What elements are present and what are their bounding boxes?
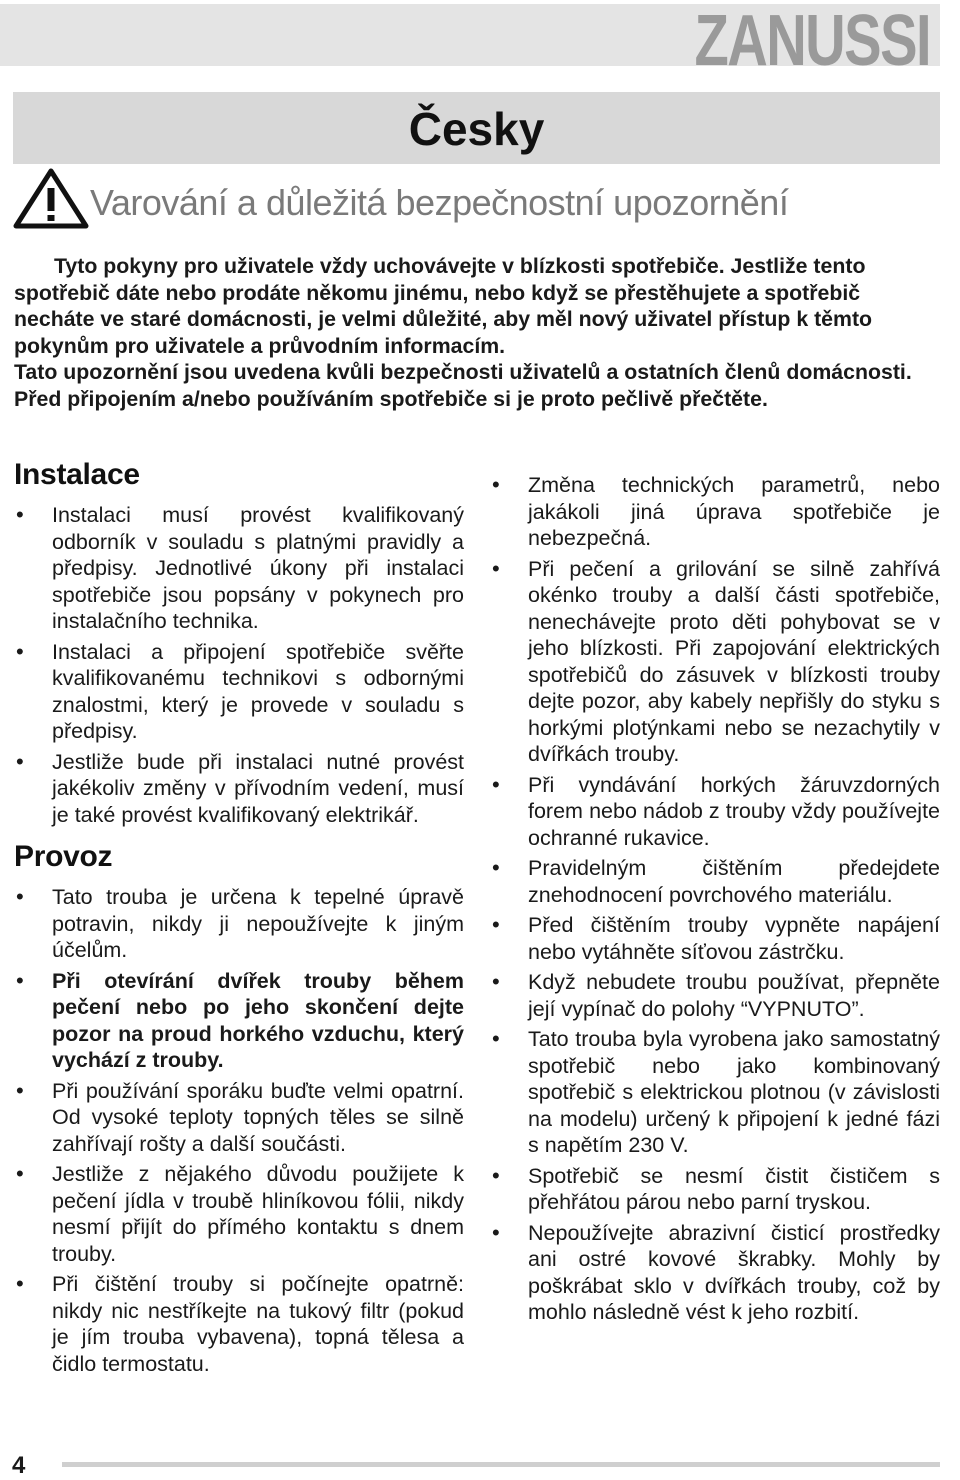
list-item: • Při čištění trouby si počínejte opatrně: nikdy nic nestříkejte na tukový filtr (pokud je jím trouba vybavena), topná tělesa a čidlo termostatu. xyxy=(16,1271,464,1376)
list-item: • Pravidelným čištěním předejdete znehodnocení povrchového materiálu. xyxy=(492,855,940,907)
bullet-icon: • xyxy=(492,1026,500,1051)
intro-text xyxy=(14,253,944,412)
warning-title: Varování a důležitá bezpečnostní upozornění xyxy=(90,182,789,223)
bullet-icon: • xyxy=(492,1219,500,1245)
list-item: • Spotřebič se nesmí čistit čističem s přehřátou párou nebo parní tryskou. xyxy=(492,1162,940,1214)
bullet-icon: • xyxy=(492,1162,500,1188)
bullet-icon: • xyxy=(16,967,24,993)
list-item: • Instalaci a připojení spotřebiče svěřte kvalifikovanému technikovi s odbornými znalostmi, který je provede v souladu s předpisy. xyxy=(16,638,464,743)
bullet-icon: • xyxy=(16,884,24,909)
installation-list xyxy=(14,502,464,828)
language-title: Česky xyxy=(408,103,545,155)
list-item: • Jestliže bude při instalaci nutné provést jakékoliv změny v přívodním vedení, musí je také provést kvalifikovaný elektrikář. xyxy=(16,748,464,827)
list-item: • Při používání sporáku buďte velmi opatrní. Od vysoké teploty topných těles se silně zahřívají rošty a další součásti. xyxy=(16,1077,464,1156)
bullet-icon: • xyxy=(16,638,24,664)
page-number: 4 xyxy=(12,1452,26,1479)
bullet-icon: • xyxy=(492,855,500,880)
list-item: • Instalaci musí provést kvalifikovaný odborník v souladu s platnými pravidly a předpisy. Jednotlivé úkony při instalaci spotřebiče jsou popsány v pokynech pro instalačního technika. xyxy=(16,502,464,633)
bullet-icon: • xyxy=(492,472,500,497)
language-band xyxy=(13,92,940,164)
intro-paragraph: Tyto pokyny pro uživatele vždy uchovávejte v blízkosti spotřebiče. Jestliže tento spotřebič dáte nebo prodáte někomu jinému, nebo když se přestěhujete a spotřebič necháte ve staré domácnosti, je velmi důležité, aby měl nový uživatel přístup k těmto pokynům pro uživatele a průvodním informacím. xyxy=(14,254,873,358)
brand-logo: ZANUSSI xyxy=(694,1,930,81)
bullet-icon: • xyxy=(492,912,500,937)
list-item: • Změna technických parametrů, nebo jakákoli jiná úprava spotřebiče je nebezpečná. xyxy=(492,472,940,550)
footer-rule xyxy=(62,1462,940,1467)
bullet-icon: • xyxy=(492,969,500,994)
left-column xyxy=(14,458,464,1381)
list-item-bold: • Při otevírání dvířek trouby během pečení nebo po jeho skončení dejte pozor na proud horkého vzduchu, který vychází z trouby. xyxy=(16,967,464,1072)
list-item: • Nepoužívejte abrazivní čisticí prostředky ani ostré kovové škrabky. Mohly by poškrábat sklo v dvířkách trouby, což by mohlo následně vést k jeho rozbití. xyxy=(492,1219,940,1324)
bullet-icon: • xyxy=(16,1161,24,1186)
list-item: • Tato trouba je určena k tepelné úpravě potravin, nikdy ji nepoužívejte k jiným účelům. xyxy=(16,884,464,962)
bullet-icon: • xyxy=(16,1271,24,1296)
bullet-icon: • xyxy=(492,771,500,797)
header-band xyxy=(0,1,940,81)
right-column xyxy=(490,472,940,1330)
bullet-icon: • xyxy=(492,555,500,581)
list-item: • Při pečení a grilování se silně zahřívá okénko trouby a další části spotřebiče, nenechávejte proto děti pohybovat se v jeho blízkosti. Při zapojování elektrických spotřebičů do zásuvek v blízkosti trouby dejte pozor, aby kabely nepřišly do styku s horkými plotýnkami nebo se nezachytily v dvířkách trouby. xyxy=(492,555,940,766)
intro-paragraph: Tato upozornění jsou uvedena kvůli bezpečnosti uživatelů a ostatních členů domácnosti. Před připojením a/nebo používáním spotřebiče si je proto pečlivě přečtěte. xyxy=(14,360,912,411)
operation-list xyxy=(14,884,464,1377)
section-heading-installation: Instalace xyxy=(14,458,140,491)
operation-list-continued xyxy=(490,472,940,1326)
section-heading-operation: Provoz xyxy=(14,840,113,873)
list-item: • Jestliže z nějakého důvodu použijete k pečení jídla v troubě hliníkovou fólii, nikdy nesmí přijít do přímého kontaktu s dnem trouby. xyxy=(16,1161,464,1266)
list-item: • Když nebudete troubu používat, přepněte její vypínač do polohy “VYPNUTO”. xyxy=(492,969,940,1021)
list-item: • Před čištěním trouby vypněte napájení nebo vytáhněte síťovou zástrčku. xyxy=(492,912,940,964)
list-item: • Tato trouba byla vyrobena jako samostatný spotřebič nebo jako kombinovaný spotřebič s elektrickou plotnou (v závislosti na modelu) určený k připojení k jedné fázi s napětím 230 V. xyxy=(492,1026,940,1157)
bullet-icon: • xyxy=(16,748,24,774)
bullet-icon: • xyxy=(16,1077,24,1103)
warning-triangle-icon xyxy=(12,168,90,230)
bullet-icon: • xyxy=(16,502,24,527)
list-item: • Při vyndávání horkých žáruvzdorných forem nebo nádob z trouby vždy používejte ochranné rukavice. xyxy=(492,771,940,850)
